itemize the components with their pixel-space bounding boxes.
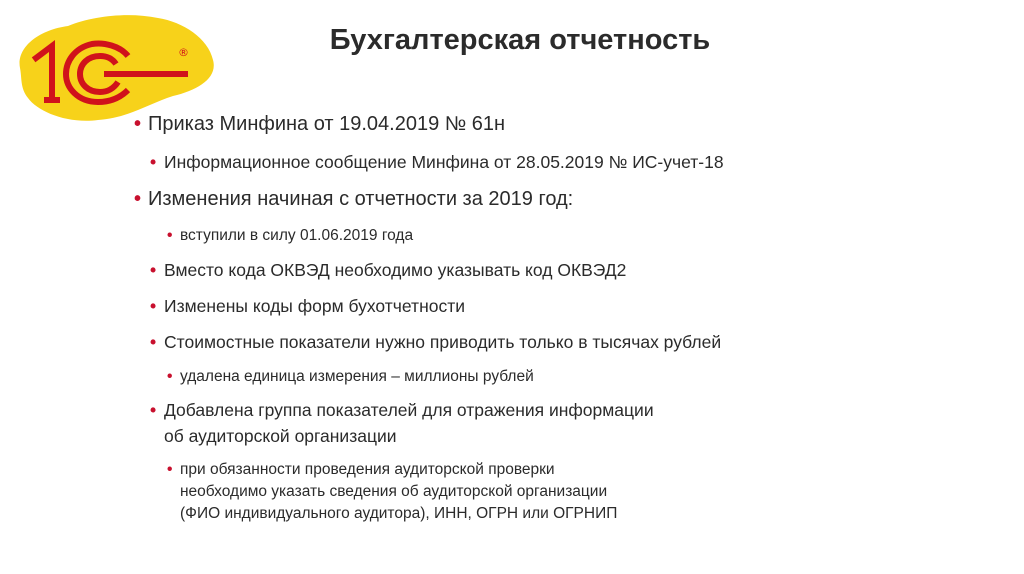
bullet-marker: • — [167, 227, 173, 244]
bullet-item — [164, 257, 626, 283]
bullet-item-line: (ФИО индивидуального аудитора), ИНН, ОГРН или ОГРНИП — [180, 505, 618, 522]
bullet-item-line: Стоимостные показатели нужно приводить только в тысячах рублей — [164, 332, 722, 352]
bullet-marker: • — [134, 188, 142, 210]
bullet-item — [180, 459, 617, 525]
bullet-item-line: Изменения начиная с отчетности за 2019 год: — [148, 188, 574, 210]
bullet-marker: • — [150, 152, 157, 172]
bullet-item-line: удалена единица измерения – миллионы рублей — [180, 368, 534, 385]
bullet-item — [148, 111, 505, 137]
bullet-item-line: Добавлена группа показателей для отражения информации — [164, 400, 654, 420]
bullet-item — [164, 329, 721, 355]
bullet-item-line: необходимо указать сведения об аудиторской организации — [180, 483, 608, 500]
bullet-item — [164, 397, 654, 449]
bullet-item — [164, 293, 465, 319]
bullet-item-line: Вместо кода ОКВЭД необходимо указывать код ОКВЭД2 — [164, 260, 627, 280]
bullet-item — [180, 366, 534, 388]
bullet-marker: • — [134, 113, 142, 135]
bullet-marker: • — [150, 296, 157, 316]
bullet-item-line: об аудиторской организации — [164, 426, 397, 446]
bullet-item-line: Изменены коды форм бухотчетности — [164, 296, 466, 316]
bullet-item-line: Информационное сообщение Минфина от 28.05.2019 № ИС-учет-18 — [164, 152, 724, 172]
bullet-item-line: вступили в силу 01.06.2019 года — [180, 227, 414, 244]
bullet-marker: • — [167, 461, 173, 478]
bullet-marker: • — [150, 332, 157, 352]
bullet-marker: • — [167, 368, 173, 385]
bullet-item — [180, 225, 413, 247]
logo-registered-mark: ® — [178, 46, 189, 59]
bullet-item-line: Приказ Минфина от 19.04.2019 № 61н — [148, 113, 506, 135]
page-title: Бухгалтерская отчетность — [329, 24, 711, 56]
bullet-marker: • — [150, 260, 157, 280]
bullet-item — [164, 149, 724, 175]
bullet-item — [148, 186, 573, 212]
bullet-item-line: при обязанности проведения аудиторской проверки — [180, 461, 555, 478]
bullet-marker: • — [150, 400, 157, 420]
